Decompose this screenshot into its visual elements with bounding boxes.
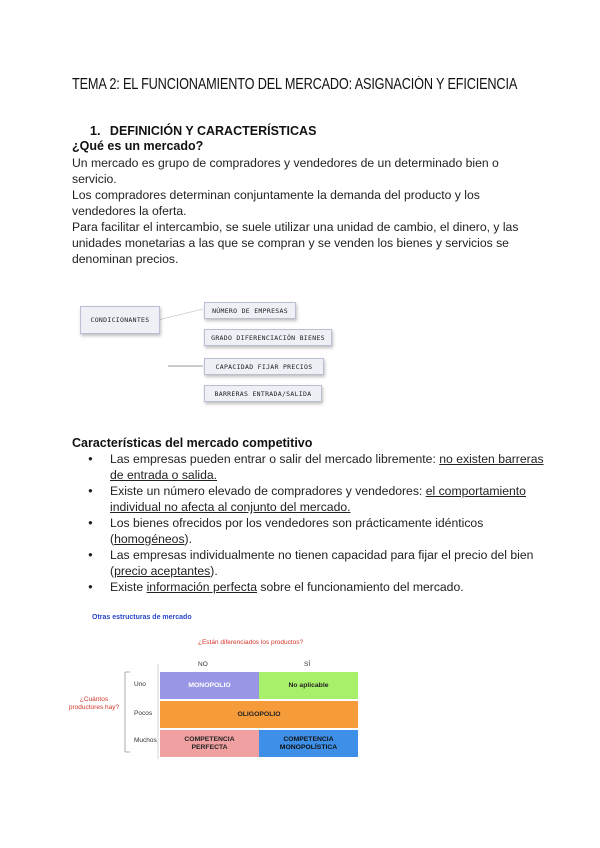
question-producers: ¿Cuántos productores hay?: [68, 696, 120, 711]
condicionante-grado-diferenciacion: GRADO DIFERENCIACIÓN BIENES: [204, 329, 332, 346]
list-item: ● Los bienes ofrecidos por los vendedores son prácticamente idénticos (homogéneos).: [88, 515, 548, 547]
list-item: ● Existe un número elevado de compradores y vendedores: el comportamiento individual no afecta al conjunto del mercado.: [88, 483, 548, 515]
row-label-uno: Uno: [134, 681, 146, 688]
cell-monopolio: MONOPOLIO: [160, 672, 259, 699]
paragraph-demand-supply: Los compradores determinan conjuntamente la demanda del producto y los vendedores la oferta.: [72, 188, 480, 218]
cell-oligopolio: OLIGOPOLIO: [160, 701, 358, 728]
section-number: 1.: [90, 124, 101, 138]
page-title: TEMA 2: EL FUNCIONAMIENTO DEL MERCADO: ASIGNACIÓN Y EFICIENCIA: [72, 76, 518, 93]
cell-no-aplicable: No aplicable: [259, 672, 358, 699]
condicionante-numero-empresas: NÚMERO DE EMPRESAS: [204, 302, 296, 319]
paragraph-definition: Un mercado es grupo de compradores y vendedores de un determinado bien o servicio.: [72, 156, 499, 186]
list-item: ● Las empresas individualmente no tienen capacidad para fijar el precio del bien (precio aceptantes).: [88, 547, 548, 579]
condicionantes-diagram: [78, 296, 338, 406]
row-label-muchos: Muchos: [134, 737, 157, 744]
characteristics-list: [88, 451, 548, 595]
condicionante-barreras: BARRERAS ENTRADA/SALIDA: [204, 385, 322, 402]
market-structures-title: Otras estructuras de mercado: [92, 614, 192, 621]
market-question: ¿Qué es un mercado?: [72, 139, 204, 153]
cell-competencia-monopolistica: COMPETENCIA MONOPOLÍSTICA: [259, 730, 358, 757]
condicionantes-root: CONDICIONANTES: [80, 306, 160, 334]
question-differentiated: ¿Están diferenciados los productos?: [198, 639, 304, 646]
col-label-si: SÍ: [304, 661, 311, 668]
paragraph-prices: Para facilitar el intercambio, se suele utilizar una unidad de cambio, el dinero, y las unidades monetarias a las que se compran y se venden los bienes y servicios se denominan precios.: [72, 220, 519, 266]
characteristics-heading: Características del mercado competitivo: [72, 436, 313, 450]
condicionante-capacidad-fijar-precios: CAPACIDAD FIJAR PRECIOS: [204, 358, 324, 375]
col-label-no: NO: [198, 661, 208, 668]
connector-line: [158, 309, 203, 320]
list-item: ● Las empresas pueden entrar o salir del mercado libremente: no existen barreras de entrada o salida.: [88, 451, 548, 483]
section-heading: [90, 124, 316, 138]
list-item: ● Existe información perfecta sobre el funcionamiento del mercado.: [88, 579, 548, 595]
section-title: DEFINICIÓN Y CARACTERÍSTICAS: [109, 124, 317, 138]
cell-competencia-perfecta: COMPETENCIA PERFECTA: [160, 730, 259, 757]
market-structures-figure: [68, 634, 368, 764]
row-label-pocos: Pocos: [134, 710, 153, 717]
